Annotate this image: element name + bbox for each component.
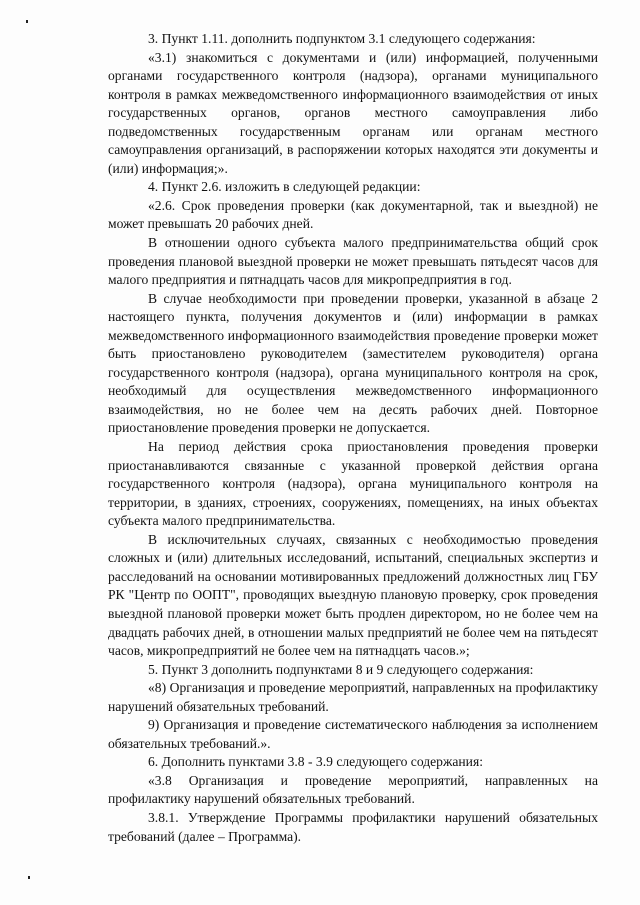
paragraph-subitem-9: 9) Организация и проведение систематического наблюдения за исполнением обязательных требований.».	[108, 717, 598, 751]
scan-dot-top	[26, 20, 28, 23]
paragraph-item-3: 3. Пункт 1.11. дополнить подпунктом 3.1 следующего содержания:	[148, 31, 536, 46]
paragraph-clause-3-8-1: 3.8.1. Утверждение Программы профилактики нарушений обязательных требований (далее – Программа).	[108, 809, 598, 844]
paragraph-suspension: В случае необходимости при проведении проверки, указанной в абзаце 2 настоящего пункта, получения документов и (или) информации в рамках межведомственного информационного взаимодействия проведение проверки может быть приостановлено руководителем (заместителем руководителя) органа государственного контроля (надзора), органа муниципального контроля на срок, необходимый для осуществления межведомственного информационного взаимодействия, но не более чем на десять рабочих дней. Повторное приостановление проведения проверки не допускается.	[108, 290, 598, 436]
paragraph-suspension-period: На период действия срока приостановления проведения проверки приостанавливаются связанные с указанной проверкой действия органа государственного контроля (надзора), органа муниципального контроля на территории, в зданиях, строениях, сооружениях, помещениях, на иных объектах субъекта малого предпринимательства.	[108, 439, 598, 529]
scan-dot-bottom	[28, 876, 30, 879]
paragraph-item-6: 6. Дополнить пунктами 3.8 - 3.9 следующего содержания:	[148, 754, 483, 770]
paragraph-subitem-8: «8) Организация и проведение мероприятий, направленных на профилактику нарушений обязательных требований.	[108, 680, 598, 714]
paragraph-item-5: 5. Пункт 3 дополнить подпунктами 8 и 9 следующего содержания:	[148, 661, 534, 677]
document-body	[108, 30, 598, 846]
paragraph-clause-2-6: «2.6. Срок проведения проверки (как документарной, так и выездной) не может превышать 20 рабочих дней.	[108, 197, 598, 232]
paragraph-exceptional-cases: В исключительных случаях, связанных с необходимостью проведения сложных и (или) длительных исследований, испытаний, специальных экспертиз и расследований на основании мотивированных предложений должностных лиц ГБУ РК "Центр по ООПТ", проводящих выездную плановую проверку, срок проведения выездной плановой проверки может быть продлен директором, но не более чем на двадцать рабочих дней, в отношении малых предприятий не более чем на пятьдесят часов, микропредприятий не более чем на пятнадцать часов.»;	[108, 531, 598, 659]
paragraph-small-business: В отношении одного субъекта малого предпринимательства общий срок проведения плановой выездной проверки не может превышать пятьдесят часов для малого предприятия и пятнадцать часов для микропредприятия в год.	[108, 235, 598, 288]
paragraph-item-4: 4. Пункт 2.6. изложить в следующей редакции:	[148, 179, 421, 195]
paragraph-clause-3-8: «3.8 Организация и проведение мероприятий, направленных на профилактику нарушений обязательных требований.	[108, 772, 598, 807]
paragraph-subitem-3-1: «3.1) знакомиться с документами и (или) информацией, полученными органами государственного контроля (надзора), органами муниципального контроля в рамках межведомственного информационного взаимодействия от иных государственных органов, органов местного самоуправления либо подведомственных государственным органам или органам местного самоуправления организаций, в распоряжении которых находятся эти документы и (или) информация;».	[108, 49, 598, 176]
